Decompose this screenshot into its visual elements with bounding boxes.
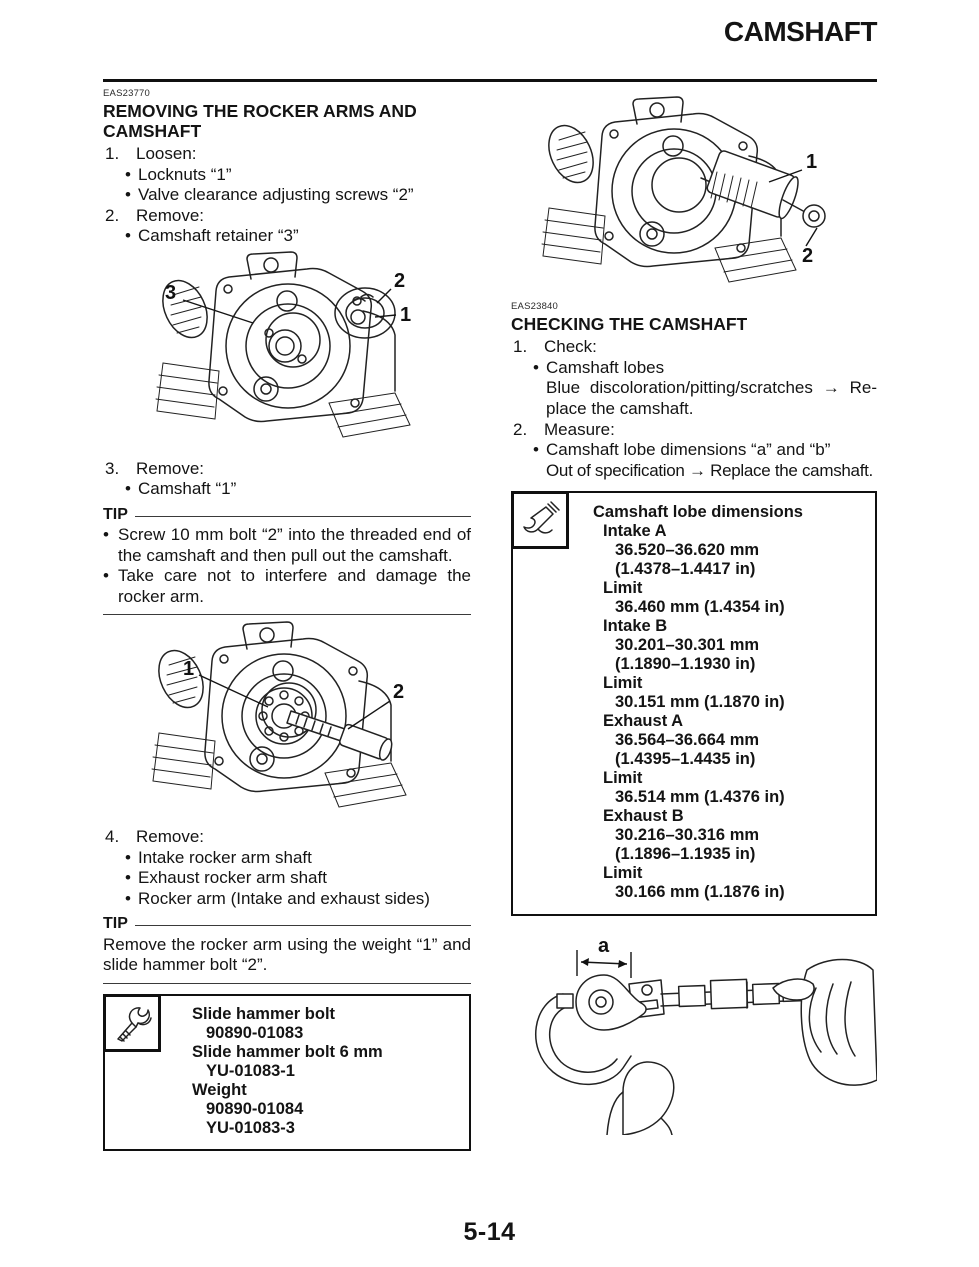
list-item <box>103 165 471 186</box>
specification-list <box>513 493 875 914</box>
micrometer-drawing <box>511 930 877 1135</box>
micrometer-icon <box>511 491 569 549</box>
list-item-text: Camshaft lobe dimensions “a” and “b” <box>546 440 831 459</box>
spec-limit-label: Limit <box>603 769 643 787</box>
tool-name: Slide hammer bolt 6 mm <box>192 1042 383 1061</box>
spec-limit-value: 30.166 mm (1.1876 in) <box>615 883 785 901</box>
step <box>103 144 471 165</box>
check-result-line: Blue discoloration/pitting/scratches → Re- <box>546 378 877 397</box>
cylinder-head-drawing <box>511 88 877 301</box>
step-label: Check: <box>544 337 597 356</box>
bullet-marker <box>125 165 138 186</box>
spec-range-in: (1.4395–1.4435 in) <box>615 750 756 768</box>
figure-label-2: 2 <box>393 681 405 703</box>
figure-label-2: 2 <box>394 269 406 292</box>
step <box>103 206 471 227</box>
list-item-text: Valve clearance adjusting screws “2” <box>138 185 414 204</box>
spec-title: Camshaft lobe dimensions <box>593 503 803 521</box>
tip-item-text: Take care not to interfere and damage the rocker arm. <box>118 566 471 606</box>
bullet-marker <box>103 566 118 607</box>
list-item-text: Rocker arm (Intake and exhaust sides) <box>138 888 430 908</box>
spec-limit-value: 36.460 mm (1.4354 in) <box>615 598 785 616</box>
step <box>511 337 877 358</box>
figure-label-1: 1 <box>183 658 195 680</box>
tip-heading <box>103 914 471 935</box>
valve-adjuster-opening <box>335 288 395 338</box>
figure-label-1: 1 <box>400 303 412 326</box>
figure-label-3: 3 <box>165 281 177 304</box>
figure-camshaft-lobe-measurement <box>511 930 877 1135</box>
spec-range-mm: 30.201–30.301 mm <box>615 636 760 654</box>
spec-range-mm: 30.216–30.316 mm <box>615 826 760 844</box>
tip-rule <box>135 925 471 926</box>
right-hand <box>773 960 877 1086</box>
step-label: Remove: <box>136 827 205 846</box>
list-item <box>103 848 471 869</box>
spec-limit-value: 36.514 mm (1.4376 in) <box>615 788 785 806</box>
special-tool-icon <box>103 994 161 1052</box>
step-number: 4. <box>105 827 120 846</box>
spec-limit-value: 30.151 mm (1.1870 in) <box>615 693 785 711</box>
list-item <box>103 226 471 247</box>
spec-limit-label: Limit <box>603 864 643 882</box>
special-tool-box <box>103 994 471 1151</box>
list-item-text: Camshaft retainer “3” <box>138 226 299 245</box>
cylinder-head-drawing <box>103 247 471 459</box>
figure-label-2: 2 <box>802 245 814 267</box>
check-result-line: Out of specification → Replace the camshaft. <box>546 460 873 480</box>
list-item <box>511 358 877 379</box>
step-label: Measure: <box>544 419 615 439</box>
tip-item <box>103 525 471 566</box>
header-rule <box>103 79 877 82</box>
list-item-text: Camshaft “1” <box>138 479 237 498</box>
tool-id: 90890-01084 <box>206 1099 304 1118</box>
left-column <box>103 88 471 1151</box>
step-number: 2. <box>105 205 120 225</box>
section-title: CHECKING THE CAMSHAFT <box>511 314 748 334</box>
tip-text: Remove the rocker arm using the weight “1” and slide hammer bolt “2”. <box>103 934 471 974</box>
figure-camshaft-retainer <box>103 247 471 459</box>
bullet-marker <box>125 479 138 500</box>
left-thumb <box>607 1062 674 1135</box>
step <box>511 420 877 441</box>
leader-line <box>348 701 390 729</box>
dimension-a <box>577 935 631 978</box>
spec-limit-label: Limit <box>603 674 643 692</box>
bullet-marker <box>103 525 118 566</box>
step-number: 1. <box>105 144 120 163</box>
right-column <box>511 88 877 1135</box>
tip-label: TIP <box>103 915 128 932</box>
step <box>103 459 471 480</box>
step-number: 1. <box>513 337 528 356</box>
list-item-text: Camshaft lobes <box>546 357 665 377</box>
specification-box <box>511 491 877 916</box>
bullet-marker <box>125 185 138 206</box>
camshaft-retainer-hub <box>265 329 306 363</box>
spec-range-in: (1.1890–1.1930 in) <box>615 655 756 673</box>
tip-rule <box>135 516 471 517</box>
list-item <box>103 479 471 500</box>
step-label: Loosen: <box>136 144 197 163</box>
bullet-marker <box>533 358 546 379</box>
tip-end-rule <box>103 983 471 984</box>
list-item-text: Locknuts “1” <box>138 164 232 184</box>
bullet-marker <box>125 868 138 889</box>
spec-limit-label: Limit <box>603 579 643 597</box>
tool-id: 90890-01083 <box>206 1023 304 1042</box>
page-title: CAMSHAFT <box>723 16 877 47</box>
tip-heading <box>103 505 471 526</box>
step-number: 3. <box>105 458 120 478</box>
tip-label: TIP <box>103 505 128 523</box>
tip-item <box>103 566 471 607</box>
figure-camshaft-removal <box>103 615 471 827</box>
tool-id: YU-01083-1 <box>206 1061 295 1080</box>
bullet-marker <box>125 848 138 869</box>
bullet-marker <box>125 226 138 247</box>
step <box>103 827 471 848</box>
figure-label-1: 1 <box>806 151 818 173</box>
step-number: 2. <box>513 419 528 439</box>
bullet-marker <box>125 889 138 910</box>
slide-hammer-bolt <box>783 200 825 227</box>
tool-name: Weight <box>192 1080 247 1099</box>
list-item-text: Intake rocker arm shaft <box>138 847 312 867</box>
step-label: Remove: <box>136 458 205 478</box>
figure-label-a: a <box>598 935 610 957</box>
section-code: EAS23770 <box>103 88 151 99</box>
check-result-line: place the camshaft. <box>546 399 694 418</box>
spec-range-mm: 36.564–36.664 mm <box>615 731 760 749</box>
spec-item-name: Exhaust A <box>603 712 684 730</box>
spec-range-in: (1.4378–1.4417 in) <box>615 560 756 578</box>
spec-item-name: Intake B <box>603 617 668 635</box>
spec-range-mm: 36.520–36.620 mm <box>615 541 760 559</box>
tool-name: Slide hammer bolt <box>192 1004 336 1023</box>
list-item <box>103 889 471 910</box>
list-item-text: Exhaust rocker arm shaft <box>138 868 327 887</box>
section-code: EAS23840 <box>511 301 559 312</box>
tip-item-text: Screw 10 mm bolt “2” into the threaded end of the camshaft and then pull out the camshaft. <box>118 525 471 565</box>
section-title: REMOVING THE ROCKER ARMS AND CAMSHAFT <box>103 101 417 141</box>
tool-id: YU-01083-3 <box>206 1118 295 1137</box>
bullet-marker <box>533 440 546 461</box>
leader-line <box>806 228 817 246</box>
figure-weight-slide-hammer <box>511 88 877 301</box>
list-item <box>103 868 471 889</box>
spec-item-name: Exhaust B <box>603 807 684 825</box>
list-item <box>103 185 471 206</box>
cylinder-head-drawing <box>103 615 471 827</box>
spec-range-in: (1.1896–1.1935 in) <box>615 845 756 863</box>
step-label: Remove: <box>136 205 205 225</box>
spec-item-name: Intake A <box>603 522 667 540</box>
page-number: 5-14 <box>463 1218 516 1246</box>
list-item <box>511 440 877 461</box>
